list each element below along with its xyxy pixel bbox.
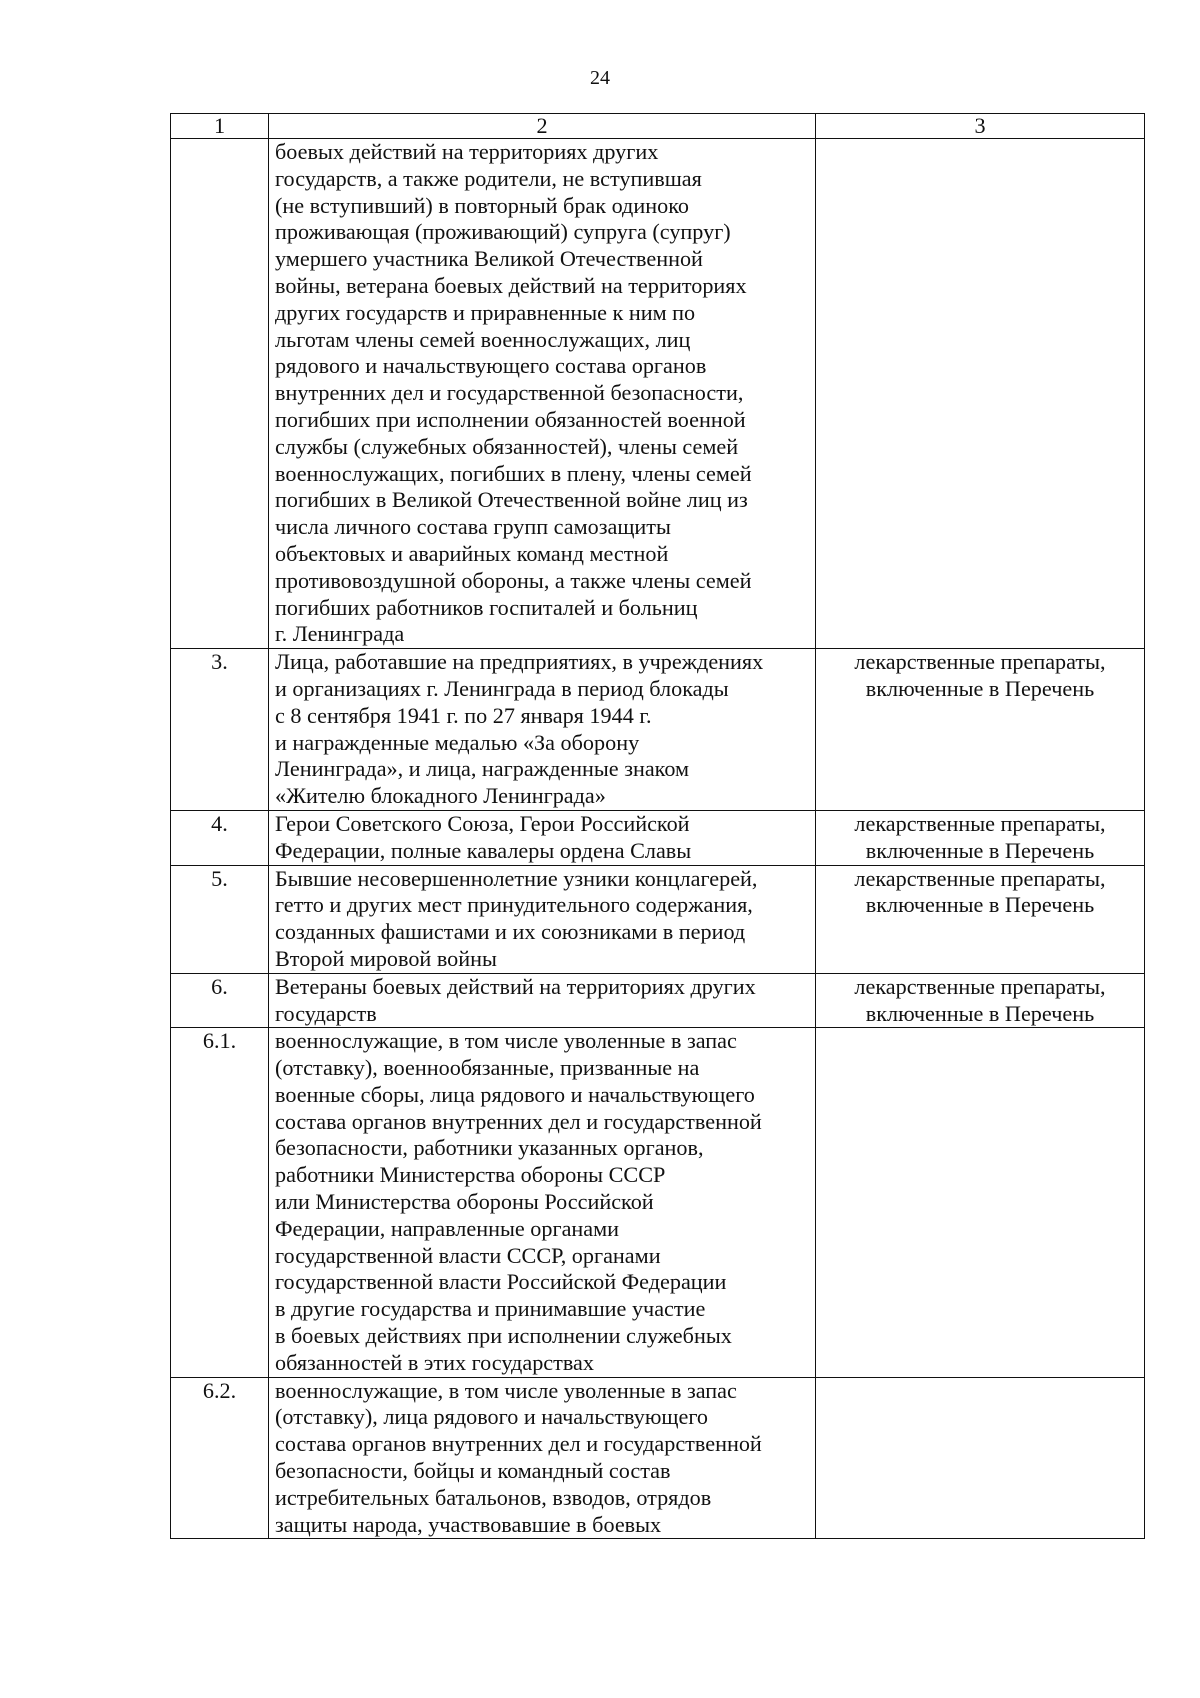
category-text-line: Лица, работавшие на предприятиях, в учреждениях [275, 649, 764, 675]
table-row [171, 139, 1145, 649]
category-text-line: г. Ленинграда [275, 621, 405, 647]
category-text-line: с 8 сентября 1941 г. по 27 января 1944 г. [275, 702, 652, 728]
category-text-line: военнослужащие, в том числе уволенные в запас [275, 1377, 737, 1403]
provision-cell [816, 1377, 1145, 1539]
category-text-line: умершего участника Великой Отечественной [275, 246, 703, 272]
page-number: 24 [590, 67, 610, 89]
category-text-line: военнослужащих, погибших в плену, члены семей [275, 460, 752, 486]
category-text-line: истребительных батальонов, взводов, отрядов [275, 1484, 712, 1510]
column-header-provision: 3 [816, 114, 1145, 139]
table-row [171, 810, 1145, 865]
category-text-line: Федерации, полные кавалеры ордена Славы [275, 837, 692, 863]
table-header-row [171, 114, 1145, 139]
category-text-line: государственной власти Российской Федерации [275, 1269, 727, 1295]
column-header-number: 1 [171, 114, 269, 139]
category-text-line: созданных фашистами и их союзниками в период [275, 919, 746, 945]
provision-text-line: включенные в Перечень [865, 892, 1095, 918]
category-text-line: безопасности, работники указанных органов, [275, 1135, 704, 1161]
category-text-line: работники Министерства обороны СССР [275, 1162, 666, 1188]
category-text-line: Бывшие несовершеннолетние узники концлагерей, [275, 865, 758, 891]
category-text-line: в боевых действиях при исполнении служебных [275, 1323, 732, 1349]
category-text-line: льготам члены семей военнослужащих, лиц [275, 326, 691, 352]
provision-cell [816, 973, 1145, 1028]
provision-cell [816, 865, 1145, 973]
benefits-table [170, 113, 1145, 1539]
category-text-line: состава органов внутренних дел и государственной [275, 1108, 762, 1134]
row-number-cell: 6.1. [171, 1028, 269, 1377]
table-row [171, 973, 1145, 1028]
category-text-line: других государств и приравненные к ним по [275, 299, 696, 325]
category-text-line: рядового и начальствующего состава органов [275, 353, 707, 379]
provision-cell [816, 810, 1145, 865]
category-text-line: защиты народа, участвовавшие в боевых [275, 1511, 662, 1537]
provision-cell [816, 1028, 1145, 1377]
category-cell [269, 1028, 816, 1377]
category-text-line: числа личного состава групп самозащиты [275, 514, 671, 540]
category-text-line: военнослужащие, в том числе уволенные в запас [275, 1028, 737, 1054]
category-text-line: государств [275, 1000, 377, 1026]
category-text-line: обязанностей в этих государствах [275, 1349, 594, 1375]
category-text-line: военные сборы, лица рядового и начальствующего [275, 1081, 755, 1107]
row-number-cell [171, 139, 269, 649]
category-cell [269, 649, 816, 811]
category-cell [269, 139, 816, 649]
row-number-cell: 6.2. [171, 1377, 269, 1539]
category-text-line: безопасности, бойцы и командный состав [275, 1458, 671, 1484]
category-text-line: и организациях г. Ленинграда в период блокады [275, 675, 729, 701]
category-text-line: Ветераны боевых действий на территориях других [275, 973, 756, 999]
provision-text-line: включенные в Перечень [865, 1000, 1095, 1026]
category-text-line: (не вступивший) в повторный брак одиноко [275, 192, 689, 218]
category-text-line: в другие государства и принимавшие участие [275, 1296, 706, 1322]
row-number-cell: 5. [171, 865, 269, 973]
category-cell [269, 1377, 816, 1539]
category-text-line: (отставку), лица рядового и начальствующего [275, 1404, 708, 1430]
table-row [171, 1028, 1145, 1377]
provision-text-line: включенные в Перечень [865, 837, 1095, 863]
table-row [171, 865, 1145, 973]
category-text-line: погибших при исполнении обязанностей военной [275, 406, 746, 432]
category-text-line: (отставку), военнообязанные, призванные на [275, 1055, 700, 1081]
category-text-line: войны, ветерана боевых действий на территориях [275, 272, 747, 298]
provision-text-line: лекарственные препараты, [854, 810, 1106, 836]
category-cell [269, 865, 816, 973]
provision-text-line: лекарственные препараты, [854, 865, 1106, 891]
category-text-line: внутренних дел и государственной безопасности, [275, 380, 744, 406]
row-number-cell: 3. [171, 649, 269, 811]
column-header-category: 2 [269, 114, 816, 139]
provision-cell [816, 649, 1145, 811]
category-text-line: Ленинграда», и лица, награжденные знаком [275, 756, 690, 782]
category-text-line: и награжденные медалью «За оборону [275, 729, 640, 755]
row-number-cell: 4. [171, 810, 269, 865]
provision-text-line: лекарственные препараты, [854, 973, 1106, 999]
table-row [171, 649, 1145, 811]
category-text-line: «Жителю блокадного Ленинграда» [275, 783, 606, 809]
category-text-line: Герои Советского Союза, Герои Российской [275, 810, 690, 836]
category-cell [269, 810, 816, 865]
category-text-line: Второй мировой войны [275, 945, 497, 971]
provision-text-line: включенные в Перечень [865, 675, 1095, 701]
category-text-line: боевых действий на территориях других [275, 139, 659, 164]
category-cell [269, 973, 816, 1028]
category-text-line: службы (служебных обязанностей), члены семей [275, 433, 739, 459]
provision-cell [816, 139, 1145, 649]
category-text-line: проживающая (проживающий) супруга (супруг) [275, 219, 731, 245]
category-text-line: Федерации, направленные органами [275, 1215, 620, 1241]
category-text-line: противовоздушной обороны, а также члены семей [275, 567, 752, 593]
provision-text-line: лекарственные препараты, [854, 649, 1106, 675]
category-text-line: состава органов внутренних дел и государственной [275, 1431, 762, 1457]
category-text-line: государственной власти СССР, органами [275, 1242, 661, 1268]
category-text-line: или Министерства обороны Российской [275, 1189, 654, 1215]
category-text-line: объектовых и аварийных команд местной [275, 540, 669, 566]
category-text-line: погибших в Великой Отечественной войне лиц из [275, 487, 748, 513]
category-text-line: гетто и других мест принудительного содержания, [275, 892, 753, 918]
table-body [171, 139, 1145, 1539]
row-number-cell: 6. [171, 973, 269, 1028]
category-text-line: государств, а также родители, не вступившая [275, 165, 702, 191]
table-row [171, 1377, 1145, 1539]
category-text-line: погибших работников госпиталей и больниц [275, 594, 698, 620]
